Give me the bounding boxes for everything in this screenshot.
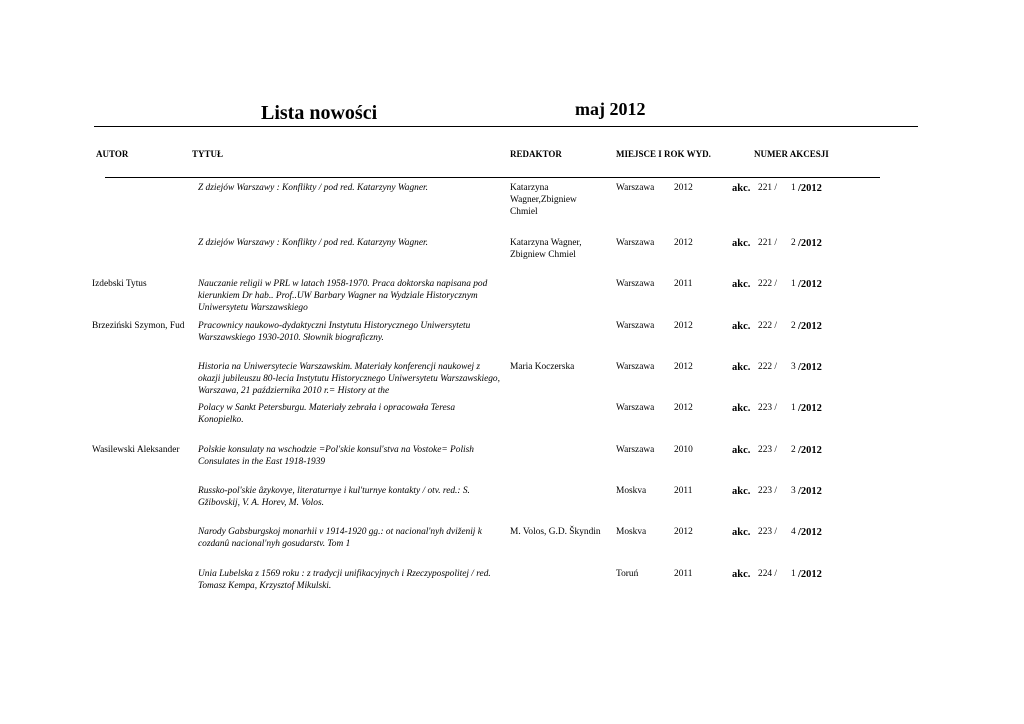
row-accession-sub: 3 [791,362,796,372]
row-accession-number: 222 / [758,362,778,372]
row-place: Warszawa [616,279,655,289]
row-akc-label: akc. [732,238,751,249]
row-year: 2011 [674,486,693,496]
row-year: 2010 [674,445,693,455]
row-title: Narody Gabsburgskoj monarhii v 1914-1920 gg.: ot nacional'nyh dviženij k cozdanû nacional'nyh gosudarstv. Tom 1 [198,527,482,549]
row-accession-number: 223 / [758,486,778,496]
row-akc-label: akc. [732,183,751,194]
row-accession-year: /2012 [798,527,822,538]
row-title: Pracownicy naukowo-dydaktyczni Instytutu Historycznego Uniwersytetu Warszawskiego 1930-2010. Słownik biograficzny. [198,321,471,343]
row-akc-label: akc. [732,486,751,497]
row-place: Moskva [616,486,647,496]
row-place: Toruń [616,569,639,579]
row-accession-year: /2012 [798,569,822,580]
row-accession-sub: 1 [791,183,796,193]
row-editor: Maria Koczerska [510,362,575,372]
row-title: Polskie konsulaty na wschodzie =Pol'skie konsul'stva na Vostoke= Polish Consulates in the East 1918-1939 [198,445,474,467]
row-year: 2012 [674,321,693,331]
row-place: Warszawa [616,445,655,455]
header-rule [94,126,918,127]
row-accession-sub: 1 [791,279,796,289]
row-place: Moskva [616,527,647,537]
row-year: 2012 [674,403,693,413]
row-editor: Katarzyna Wagner, Zbigniew Chmiel [510,238,582,260]
row-year: 2012 [674,362,693,372]
row-akc-label: akc. [732,321,751,332]
row-title: Z dziejów Warszawy : Konflikty / pod red. Katarzyny Wagner. [198,183,428,193]
column-header-numer: NUMER AKCESJI [754,149,829,159]
row-accession-sub: 1 [791,569,796,579]
row-accession-number: 224 / [758,569,778,579]
row-akc-label: akc. [732,403,751,414]
row-place: Warszawa [616,403,655,413]
row-akc-label: akc. [732,445,751,456]
row-accession-sub: 2 [791,445,796,455]
row-title: Polacy w Sankt Petersburgu. Materiały zebrała i opracowała Teresa Konopielko. [198,403,456,425]
row-author: Brzeziński Szymon, Fud [92,321,185,331]
row-accession-year: /2012 [798,445,822,456]
row-accession-year: /2012 [798,238,822,249]
row-author: Wasilewski Aleksander [92,445,180,455]
row-accession-sub: 3 [791,486,796,496]
row-accession-year: /2012 [798,362,822,373]
row-accession-year: /2012 [798,321,822,332]
row-accession-number: 223 / [758,445,778,455]
page-title: Lista nowości [261,102,378,124]
row-title: Russko-pol'skie âzykovye, literaturnye i kul'turnye kontakty / otv. red.: S. Gžibovskij, V. A. Horev, M. Volos. [198,486,470,508]
row-place: Warszawa [616,321,655,331]
row-title: Historia na Uniwersytecie Warszawskim. Materiały konferencji naukowej z okazji jubileuszu 80-lecia Instytutu Historycznego Uniwersytetu Warszawskiego, Warszawa, 21 października 2010 r.= History at the [198,362,500,396]
row-accession-number: 223 / [758,527,778,537]
row-editor: Katarzyna Wagner,Zbigniew Chmiel [510,183,577,217]
page-month: maj 2012 [575,99,646,119]
column-header-redaktor: REDAKTOR [510,149,562,159]
column-header-tytul: TYTUŁ [192,149,224,159]
row-year: 2012 [674,238,693,248]
row-year: 2011 [674,569,693,579]
row-year: 2011 [674,279,693,289]
row-accession-number: 222 / [758,321,778,331]
row-author: Izdebski Tytus [92,279,147,289]
row-accession-number: 223 / [758,403,778,413]
row-accession-number: 221 / [758,238,778,248]
row-akc-label: akc. [732,362,751,373]
row-akc-label: akc. [732,569,751,580]
row-accession-sub: 4 [791,527,796,537]
row-accession-year: /2012 [798,183,822,194]
row-editor: M. Volos, G.D. Škyndin [510,527,601,537]
row-title: Unia Lubelska z 1569 roku : z tradycji unifikacyjnych i Rzeczypospolitej / red. Tomasz Kempa, Krzysztof Mikulski. [198,569,491,591]
row-place: Warszawa [616,183,655,193]
row-accession-sub: 2 [791,321,796,331]
column-header-rule [105,177,880,178]
row-accession-year: /2012 [798,486,822,497]
row-akc-label: akc. [732,279,751,290]
row-place: Warszawa [616,238,655,248]
row-accession-number: 221 / [758,183,778,193]
row-title: Nauczanie religii w PRL w latach 1958-1970. Praca doktorska napisana pod kierunkiem Dr hab.. Prof..UW Barbary Wagner na Wydziale Historycznym Uniwersytetu Warszawskiego [198,279,488,313]
column-header-autor: AUTOR [96,149,129,159]
row-title: Z dziejów Warszawy : Konflikty / pod red. Katarzyny Wagner. [198,238,428,248]
row-accession-year: /2012 [798,279,822,290]
row-accession-sub: 2 [791,238,796,248]
row-accession-year: /2012 [798,403,822,414]
row-year: 2012 [674,527,693,537]
row-place: Warszawa [616,362,655,372]
row-year: 2012 [674,183,693,193]
column-header-miejsce: MIEJSCE I ROK WYD. [616,149,711,159]
row-accession-sub: 1 [791,403,796,413]
row-akc-label: akc. [732,527,751,538]
row-accession-number: 222 / [758,279,778,289]
